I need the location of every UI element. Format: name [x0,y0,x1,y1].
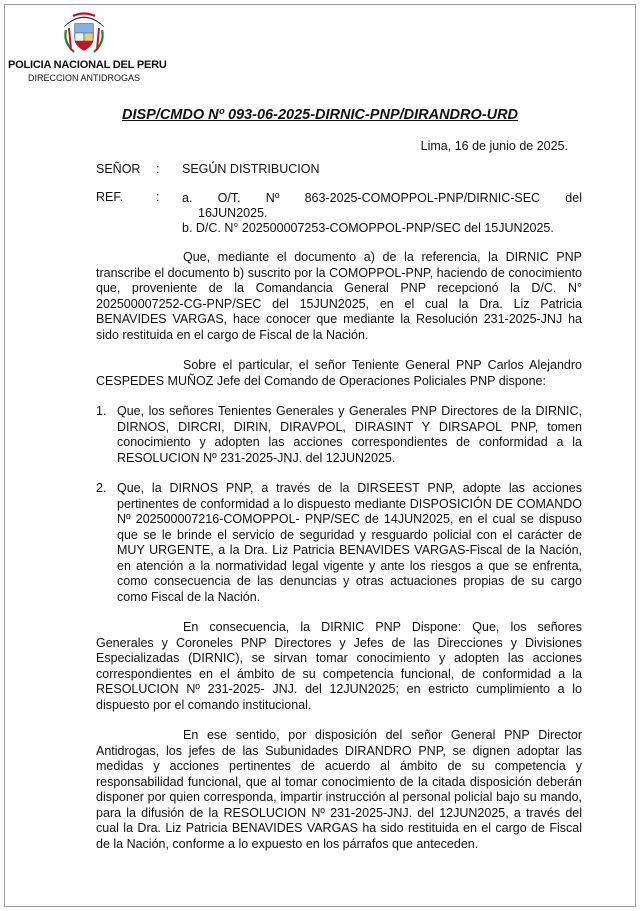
addressee-label: SEÑOR [96,162,141,176]
paragraph-1: Que, mediante el documento a) de la referencia, la DIRNIC PNP transcribe el documento b) suscrito por la COMOPPOL-PNP, haciendo de conocimiento que, proveniente de la Comandancia General PNP recepcionó la D/C. N° 202500007252-CG-PNP/SEC del 15JUN2025, en el cual la Dra. Liz Patricia BENAVIDES VARGAS, hace conocer que mediante la Resolución 231-2025-JNJ ha sido restituida en el cargo de Fiscal de la Nación. [96,250,582,342]
list-item [96,481,582,605]
list-item-number: 1. [96,404,107,418]
letterhead [8,8,167,83]
list-item [96,404,582,466]
reference-a-date: 16JUN2025. [198,206,268,220]
reference-a: a. O/T. Nº 863-2025-COMOPPOL-PNP/DIRNIC-SEC del [182,191,582,205]
disposition-list [96,404,582,605]
paragraph-4: En ese sentido, por disposición del señor General PNP Director Antidrogas, los jefes de las Subunidades DIRANDRO PNP, se dignen adoptar las medidas y acciones pertinentes de acuerdo al ámbito de su competencia y responsabilidad funcional, que al tomar conocimiento de la citada disposición deberán disponer por quien corresponda, impartir instrucción al personal policial bajo su mando, para la difusión de la RESOLUCION Nº 231-2025-JNJ. del 12JUN2025, a través del cual la Dra. Liz Patricia BENAVIDES VARGAS ha sido restituida en el cargo de Fiscal de la Nación, conforme a lo expuesto en los párrafos que anteceden. [96,728,582,851]
list-item-number: 2. [96,481,107,495]
department-name: DIRECCION ANTIDROGAS [27,73,140,83]
paragraph-2: Sobre el particular, el señor Teniente General PNP Carlos Alejandro CESPEDES MUÑOZ Jefe del Comando de Operaciones Policiales PNP dispone: [96,358,582,388]
paragraph-3: En consecuencia, la DIRNIC PNP Dispone: Que, los señores Generales y Coroneles PNP Directores y Jefes de las Direcciones y Divisiones Especializadas (DIRNIC), se sirvan tomar conocimiento y adopten las acciones correspondientes en el ámbito de su competencia funcional, de conformidad a la RESOLUCION Nº 231-2025- JNJ. del 12JUN2025; en estricto cumplimiento a lo dispuesto por el comando institucional. [96,620,582,712]
reference-colon: : [156,190,160,204]
document-body [96,250,582,867]
addressee-colon: : [156,162,160,176]
list-item-text: Que, los señores Tenientes Generales y Generales PNP Directores de la DIRNIC, DIRNOS, DIRCRI, DIRIN, DIRAVPOL, DIRASINT Y DIRSAPOL PNP, tomen conocimiento y adopten las acciones correspondientes de conformidad a la RESOLUCION Nº 231-2025-JNJ. del 12JUN2025. [117,404,582,465]
place-date: Lima, 16 de junio de 2025. [420,139,568,153]
reference-label: REF. [96,190,124,204]
national-seal-icon [61,8,107,56]
institution-name: POLICIA NACIONAL DEL PERU [8,59,167,71]
document-title: DISP/CMDO Nº 093-06-2025-DIRNIC-PNP/DIRANDRO-URD [121,107,519,123]
reference-b: b. D/C. N° 202500007253-COMOPPOL-PNP/SEC del 15JUN2025. [182,221,554,235]
addressee-value: SEGÚN DISTRIBUCION [182,162,320,176]
list-item-text: Que, la DIRNOS PNP, a través de la DIRSEEST PNP, adopte las acciones pertinentes de conformidad a lo dispuesto mediante DISPOSICIÓN DE COMANDO Nº 202500007216-COMOPPOL- PNP/SEC de 14JUN2025, en el cual se dispuso que se le brinde el servicio de seguridad y resguardo policial con el carácter de MUY URGENTE, a la Dra. Liz Patricia BENAVIDES VARGAS-Fiscal de la Nación, en atención a la normatividad legal vigente y ante los riesgos a que se enfrenta, como consecuencia de las denuncias y otras actuaciones propias de su cargo como Fiscal de la Nación. [117,481,582,604]
